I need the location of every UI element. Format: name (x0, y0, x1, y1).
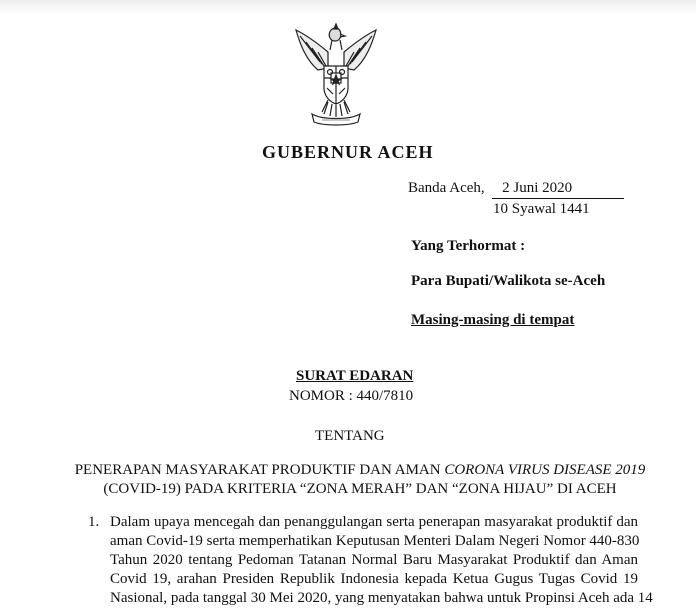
body-line: aman Covid-19 serta memperhatikan Keputusan Menteri Dalam Negeri Nomor 440-830 (110, 533, 640, 549)
recipient-location: Masing-masing di tempat (411, 312, 575, 328)
date-hijri: 10 Syawal 1441 (493, 201, 590, 217)
date-place: Banda Aceh, (408, 180, 485, 196)
date-underline (492, 198, 624, 199)
garuda-emblem-icon (290, 22, 382, 128)
subject-line-1: PENERAPAN MASYARAKAT PRODUKTIF DAN AMAN CORONA VIRUS DISEASE 2019 (74, 462, 646, 478)
body-line: Dalam upaya mencegah dan penanggulangan serta penerapan masyarakat produktif dan (110, 514, 638, 530)
item-number: 1. (88, 514, 100, 530)
body-line: Covid 19, arahan Presiden Republik Indonesia kepada Ketua Gugus Tugas Covid 19 (110, 571, 638, 587)
recipient: Para Bupati/Walikota se-Aceh (411, 273, 606, 289)
body-line: Nasional, pada tanggal 30 Mei 2020, yang menyatakan bahwa untuk Propinsi Aceh ada 14 (110, 590, 653, 606)
page-top-edge (0, 0, 696, 14)
subject-line-2: (COVID-19) PADA KRITERIA “ZONA MERAH” DAN “ZONA HIJAU” DI ACEH (103, 481, 617, 497)
salutation: Yang Terhormat : (411, 238, 526, 254)
circular-subject (60, 461, 660, 499)
circular-title: SURAT EDARAN (296, 368, 414, 384)
date-line (408, 180, 572, 197)
circular-number: NOMOR : 440/7810 (289, 388, 414, 404)
date-gregorian: 2 Juni 2020 (502, 180, 573, 196)
body-line: Tahun 2020 tentang Pedoman Tatanan Normal Baru Masyarakat Produktif dan Aman (110, 552, 638, 568)
body-item-1 (88, 513, 653, 608)
letterhead-title: GUBERNUR ACEH (262, 142, 434, 162)
about-label: TENTANG (315, 428, 385, 444)
